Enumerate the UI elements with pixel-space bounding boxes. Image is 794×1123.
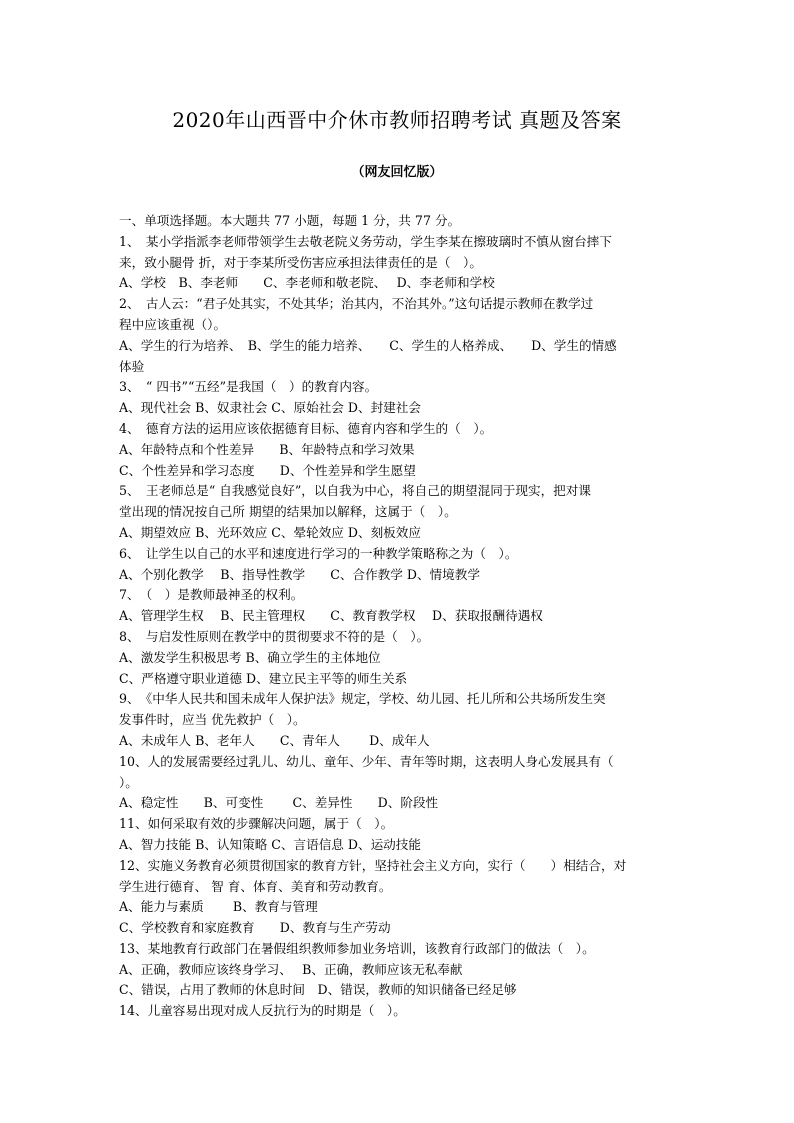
- question-text: 发事件时，应当 优先救护（ ）。: [119, 712, 306, 728]
- question-options: C、个性差异和学习态度 D、个性差异和学生愿望: [119, 462, 416, 478]
- question-text: 13、某地教育行政部门在暑假组织教师参加业务培训，该教育行政部门的做法（ ）。: [119, 940, 595, 956]
- question-text: 8、 与启发性原则在教学中的贯彻要求不符的是（ ）。: [119, 628, 430, 644]
- question-options: A、管理学生权 B、民主管理权 C、教育教学权 D、获取报酬待遇权: [119, 608, 543, 624]
- question-text: 14、儿童容易出现对成人反抗行为的时期是（ ）。: [119, 1003, 406, 1019]
- question-text: ）。: [119, 774, 138, 790]
- section-heading: 一、单项选择题。本大题共 77 小题，每题 1 分，共 77 分。: [119, 213, 461, 228]
- exam-content: [119, 211, 679, 1022]
- question-options: A、个别化教学 B、指导性教学 C、合作教学 D、情境教学: [119, 566, 480, 582]
- question-text: 7、 （ ）是教师最神圣的权利。: [119, 587, 304, 603]
- page-title: 2020年山西晋中介休市教师招聘考试 真题及答案: [172, 108, 622, 132]
- question-text: 9、 《中华人民共和国未成年人保护法》规定，学校、幼儿园、托儿所和公共场所发生突: [119, 691, 606, 707]
- question-options: 体验: [119, 358, 145, 374]
- question-options: A、现代社会 B、奴隶社会 C、原始社会 D、封建社会: [119, 400, 421, 416]
- question-options: A、激发学生积极思考 B、确立学生的主体地位: [119, 649, 381, 665]
- question-options: A、正确，教师应该终身学习、 B、正确，教师应该无私奉献: [119, 961, 463, 977]
- question-options: A、智力技能 B、认知策略 C、言语信息 D、运动技能: [119, 836, 421, 852]
- question-text: 3、 “ 四书”“五经”是我国（ ）的教育内容。: [119, 379, 378, 395]
- question-text: 堂出现的情况按自己所 期望的结果加以解释，这属于（ ）。: [119, 504, 457, 520]
- question-options: A、未成年人 B、老年人 C、青年人 D、成年人: [119, 732, 430, 748]
- question-text: 5、 王老师总是“ 自我感觉良好”，以自我为中心，将自己的期望混同于现实，把对课: [119, 483, 591, 499]
- question-text: 12、实施义务教育必须贯彻国家的教育方针，坚持社会主义方向，实行（ ）相结合，对: [119, 857, 627, 873]
- question-options: A、能力与素质 B、教育与管理: [119, 899, 318, 915]
- question-options: A、稳定性 B、可变性 C、差异性 D、阶段性: [119, 795, 439, 811]
- question-options: C、错误，占用了教师的休息时间 D、错误，教师的知识储备已经足够: [119, 982, 517, 998]
- question-text: 1、 某小学指派李老师带领学生去敬老院义务劳动，学生李某在擦玻璃时不慎从窗台摔下: [119, 233, 612, 249]
- question-options: A、学生的行为培养、 B、学生的能力培养、 C、学生的人格养成、 D、学生的情感: [119, 337, 617, 353]
- question-text: 来，致小腿骨 折，对于李某所受伤害应承担法律责任的是（ ）。: [119, 254, 482, 270]
- question-text: 11、如何采取有效的步骤解决问题，属于（ ）。: [119, 816, 394, 832]
- question-text: 学生进行德育、 智 育、体育、美育和劳动教育。: [119, 878, 392, 894]
- question-options: A、期望效应 B、光环效应 C、晕轮效应 D、刻板效应: [119, 524, 421, 540]
- question-options: A、学校 B、李老师 C、李老师和敬老院、 D、李老师和学校: [119, 275, 495, 291]
- question-options: A、年龄特点和个性差异 B、年龄特点和学习效果: [119, 441, 415, 457]
- question-options: C、学校教育和家庭教育 D、教育与生产劳动: [119, 920, 391, 936]
- question-text: 2、 古人云：“君子处其实，不处其华；治其内，不治其外。”这句话提示教师在教学过: [119, 296, 594, 312]
- question-text: 10、人的发展需要经过乳儿、幼儿、童年、少年、青年等时期，这表明人身心发展具有（: [119, 753, 614, 769]
- question-text: 4、 德育方法的运用应该依据德育目标、德育内容和学生的（ ）。: [119, 420, 493, 436]
- question-text: 程中应该重视（）。: [119, 316, 227, 332]
- question-text: 6、 让学生以自己的水平和速度进行学习的一种教学策略称之为（ ）。: [119, 545, 518, 561]
- page-subtitle: （网友回忆版）: [351, 165, 443, 180]
- question-options: C、严格遵守职业道德 D、建立民主平等的师生关系: [119, 670, 408, 686]
